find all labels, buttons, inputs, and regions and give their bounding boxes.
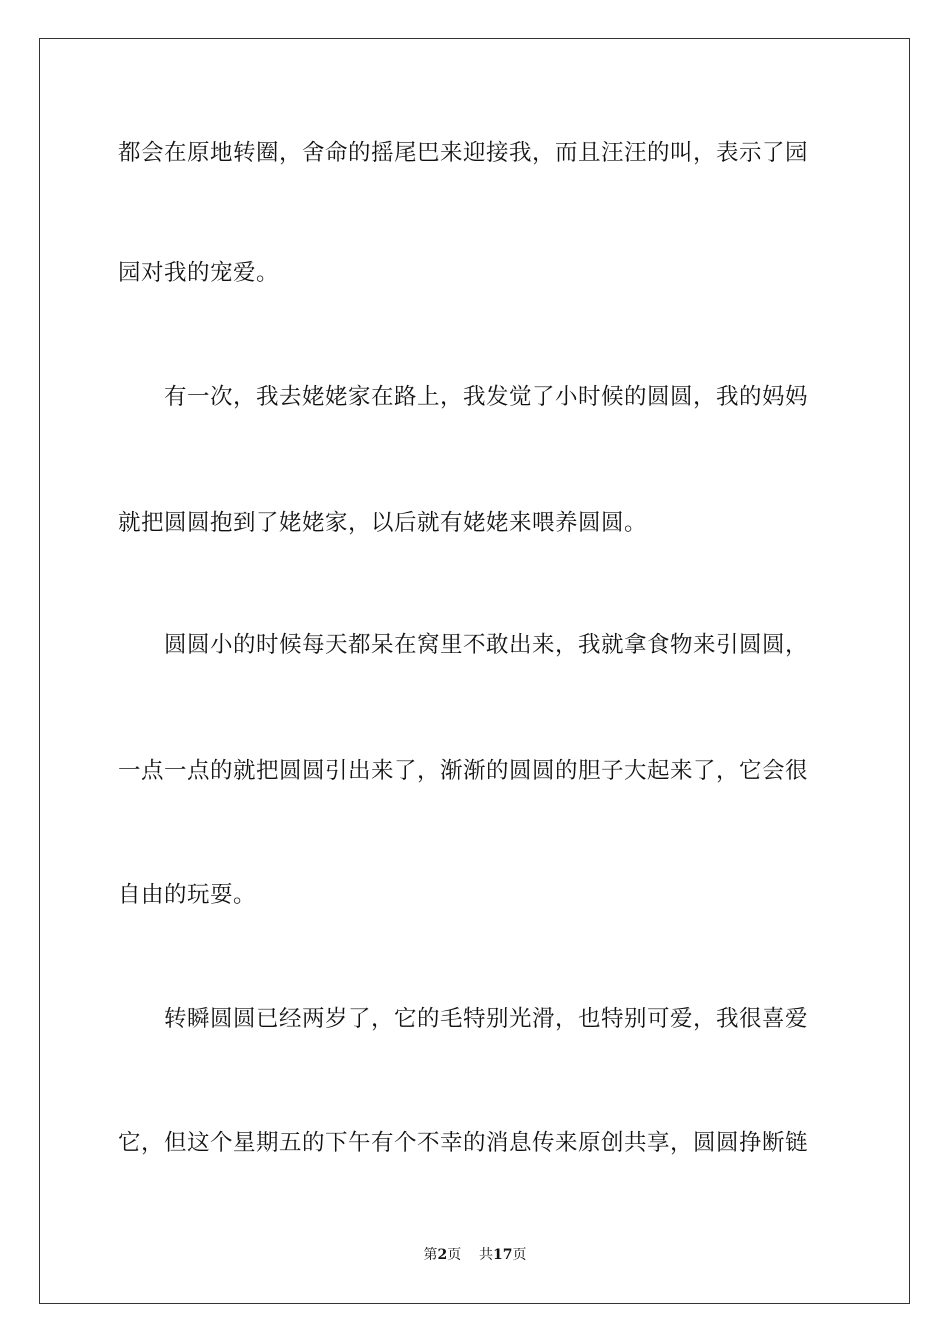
- page-prefix: 第: [423, 1247, 438, 1263]
- text-line: 一点一点的就把圆圆引出来了，渐渐的圆圆的胆子大起来了，它会很: [118, 758, 809, 784]
- total-suffix: 页: [512, 1247, 527, 1263]
- text-line: 就把圆圆抱到了姥姥家，以后就有姥姥来喂养圆圆。: [118, 510, 648, 536]
- page-frame: [39, 38, 910, 1304]
- total-pages: 17: [493, 1247, 513, 1263]
- text-line: 转瞬圆圆已经两岁了，它的毛特别光滑，也特别可爱，我很喜爱: [164, 1006, 809, 1032]
- total-prefix: 共: [479, 1247, 494, 1263]
- page-footer: [0, 1246, 950, 1264]
- text-line: 自由的玩耍。: [118, 882, 257, 908]
- text-line: 都会在原地转圈，舍命的摇尾巴来迎接我，而且汪汪的叫，表示了园: [118, 140, 809, 166]
- page-number: 2: [437, 1247, 448, 1263]
- text-line: 园对我的宠爱。: [118, 260, 280, 286]
- text-line: 有一次，我去姥姥家在路上，我发觉了小时候的圆圆，我的妈妈: [164, 384, 809, 410]
- text-line: 它，但这个星期五的下午有个不幸的消息传来原创共享，圆圆挣断链: [118, 1130, 809, 1156]
- text-line: 圆圆小的时候每天都呆在窝里不敢出来，我就拿食物来引圆圆，: [164, 632, 809, 658]
- page-suffix: 页: [447, 1247, 462, 1263]
